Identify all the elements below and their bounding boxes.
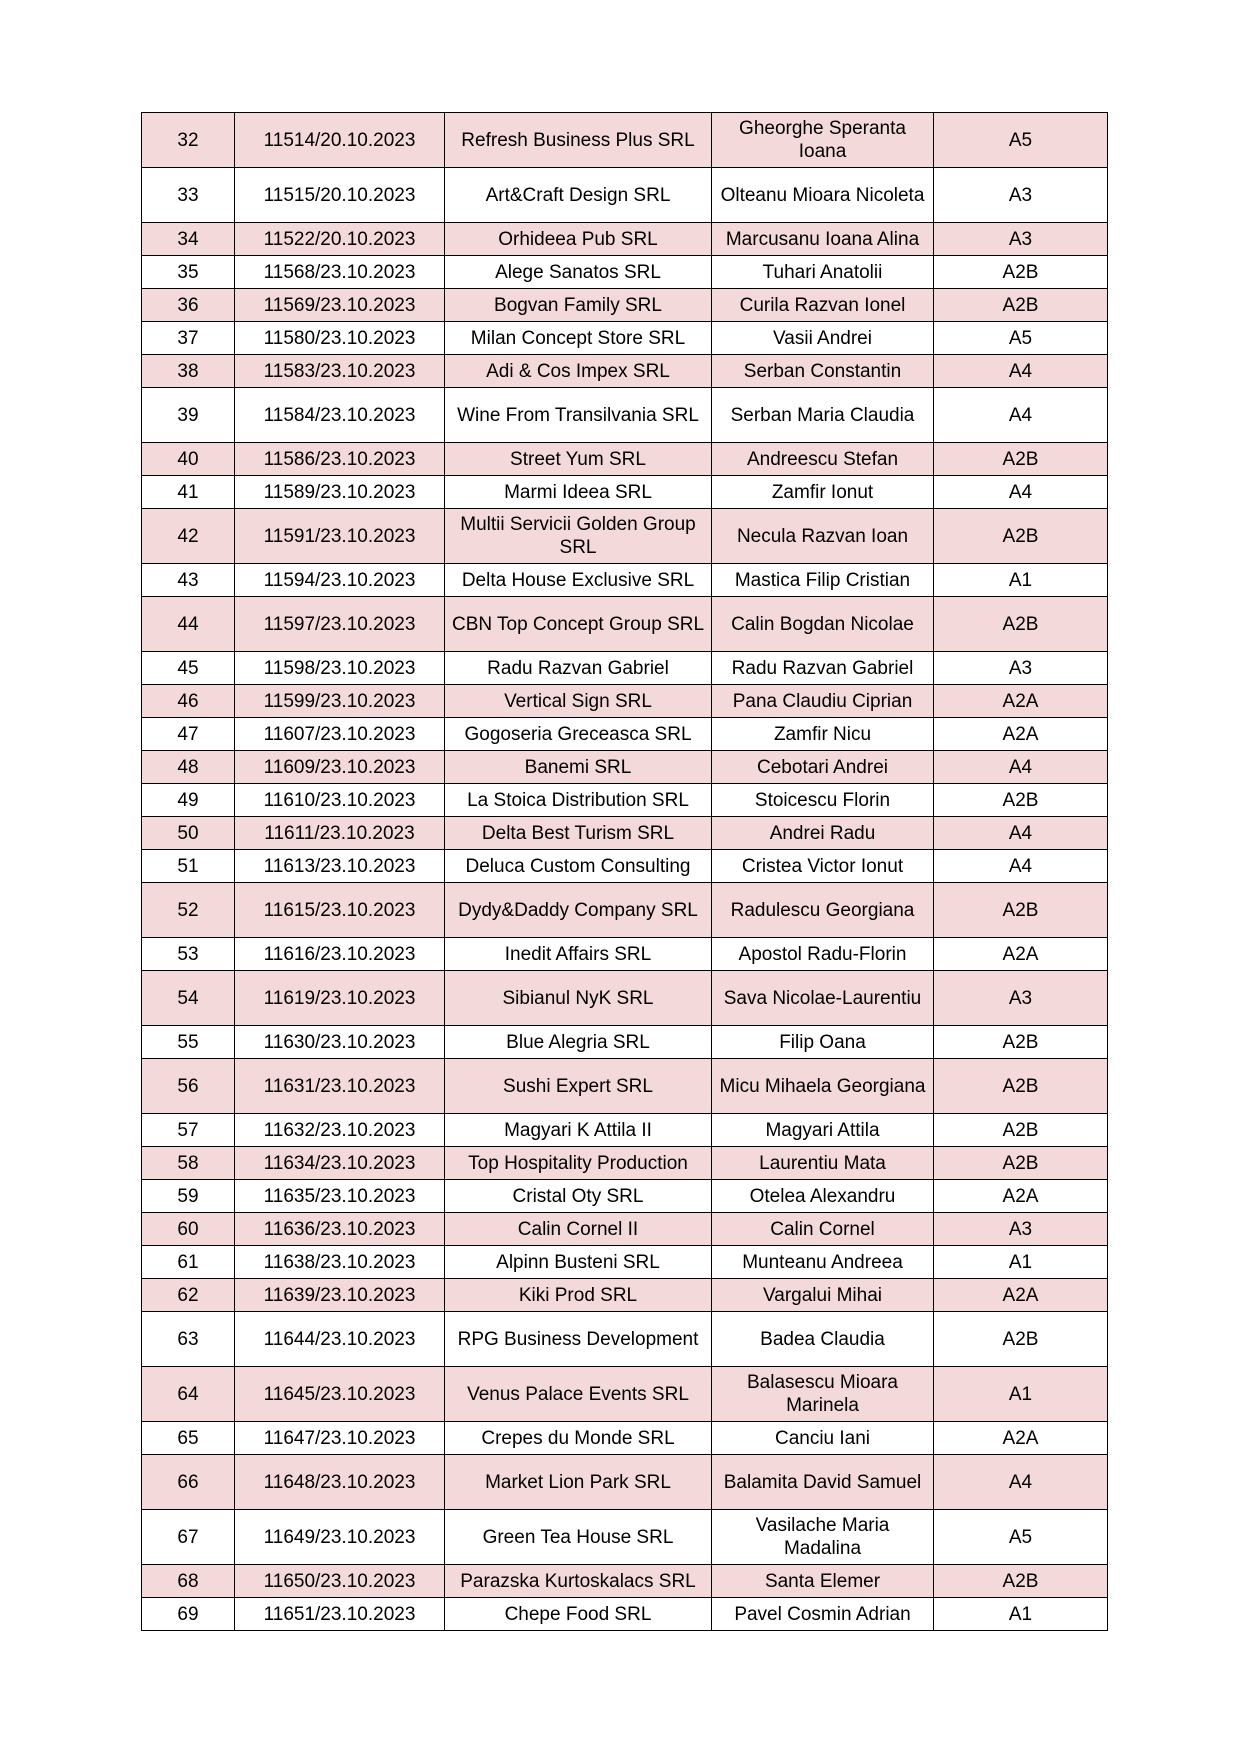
row-number-cell: 51	[142, 850, 235, 883]
company-name-cell: Bogvan Family SRL	[445, 289, 712, 322]
person-name-cell: Cristea Victor Ionut	[712, 850, 934, 883]
person-name-cell: Pana Claudiu Ciprian	[712, 685, 934, 718]
class-code-cell: A3	[934, 971, 1108, 1026]
registration-number-cell: 11569/23.10.2023	[235, 289, 445, 322]
person-name-cell: Otelea Alexandru	[712, 1180, 934, 1213]
registration-number-cell: 11645/23.10.2023	[235, 1367, 445, 1422]
person-name-cell: Laurentiu Mata	[712, 1147, 934, 1180]
company-name-cell: Milan Concept Store SRL	[445, 322, 712, 355]
company-name-cell: Gogoseria Greceasca SRL	[445, 718, 712, 751]
row-number-cell: 62	[142, 1279, 235, 1312]
row-number-cell: 52	[142, 883, 235, 938]
person-name-cell: Vasilache Maria Madalina	[712, 1510, 934, 1565]
registration-number-cell: 11515/20.10.2023	[235, 168, 445, 223]
company-name-cell: Cristal Oty SRL	[445, 1180, 712, 1213]
company-name-cell: Multii Servicii Golden Group SRL	[445, 509, 712, 564]
table-row	[142, 476, 1108, 509]
table-row	[142, 1213, 1108, 1246]
registration-number-cell: 11635/23.10.2023	[235, 1180, 445, 1213]
registration-number-cell: 11632/23.10.2023	[235, 1114, 445, 1147]
class-code-cell: A1	[934, 1598, 1108, 1631]
row-number-cell: 32	[142, 113, 235, 168]
row-number-cell: 44	[142, 597, 235, 652]
table-body	[142, 113, 1108, 1631]
class-code-cell: A3	[934, 652, 1108, 685]
table-row	[142, 1246, 1108, 1279]
company-name-cell: Alpinn Busteni SRL	[445, 1246, 712, 1279]
class-code-cell: A2B	[934, 443, 1108, 476]
class-code-cell: A2A	[934, 1279, 1108, 1312]
person-name-cell: Mastica Filip Cristian	[712, 564, 934, 597]
table-row	[142, 718, 1108, 751]
table-row	[142, 509, 1108, 564]
registration-number-cell: 11610/23.10.2023	[235, 784, 445, 817]
company-name-cell: Parazska Kurtoskalacs SRL	[445, 1565, 712, 1598]
registration-number-cell: 11609/23.10.2023	[235, 751, 445, 784]
person-name-cell: Andreescu Stefan	[712, 443, 934, 476]
table-row	[142, 289, 1108, 322]
class-code-cell: A2A	[934, 718, 1108, 751]
table-row	[142, 388, 1108, 443]
row-number-cell: 59	[142, 1180, 235, 1213]
registration-number-cell: 11631/23.10.2023	[235, 1059, 445, 1114]
person-name-cell: Canciu Iani	[712, 1422, 934, 1455]
row-number-cell: 55	[142, 1026, 235, 1059]
row-number-cell: 48	[142, 751, 235, 784]
class-code-cell: A2B	[934, 784, 1108, 817]
row-number-cell: 41	[142, 476, 235, 509]
row-number-cell: 40	[142, 443, 235, 476]
table-row	[142, 1455, 1108, 1510]
company-name-cell: Venus Palace Events SRL	[445, 1367, 712, 1422]
person-name-cell: Serban Constantin	[712, 355, 934, 388]
person-name-cell: Balasescu Mioara Marinela	[712, 1367, 934, 1422]
row-number-cell: 49	[142, 784, 235, 817]
table-row	[142, 1312, 1108, 1367]
row-number-cell: 43	[142, 564, 235, 597]
table-row	[142, 1114, 1108, 1147]
person-name-cell: Zamfir Nicu	[712, 718, 934, 751]
registration-number-cell: 11630/23.10.2023	[235, 1026, 445, 1059]
table-row	[142, 1510, 1108, 1565]
person-name-cell: Pavel Cosmin Adrian	[712, 1598, 934, 1631]
class-code-cell: A3	[934, 1213, 1108, 1246]
table-row	[142, 1598, 1108, 1631]
row-number-cell: 38	[142, 355, 235, 388]
registration-number-cell: 11591/23.10.2023	[235, 509, 445, 564]
row-number-cell: 67	[142, 1510, 235, 1565]
company-name-cell: CBN Top Concept Group SRL	[445, 597, 712, 652]
row-number-cell: 50	[142, 817, 235, 850]
class-code-cell: A2B	[934, 509, 1108, 564]
row-number-cell: 54	[142, 971, 235, 1026]
table-row	[142, 355, 1108, 388]
person-name-cell: Radu Razvan Gabriel	[712, 652, 934, 685]
row-number-cell: 69	[142, 1598, 235, 1631]
class-code-cell: A4	[934, 1455, 1108, 1510]
class-code-cell: A4	[934, 817, 1108, 850]
table-row	[142, 564, 1108, 597]
class-code-cell: A1	[934, 564, 1108, 597]
class-code-cell: A1	[934, 1367, 1108, 1422]
person-name-cell: Calin Bogdan Nicolae	[712, 597, 934, 652]
company-name-cell: Marmi Ideea SRL	[445, 476, 712, 509]
table-row	[142, 817, 1108, 850]
class-code-cell: A2A	[934, 685, 1108, 718]
registration-number-cell: 11599/23.10.2023	[235, 685, 445, 718]
person-name-cell: Filip Oana	[712, 1026, 934, 1059]
person-name-cell: Santa Elemer	[712, 1565, 934, 1598]
company-name-cell: Calin Cornel II	[445, 1213, 712, 1246]
registration-number-cell: 11638/23.10.2023	[235, 1246, 445, 1279]
row-number-cell: 63	[142, 1312, 235, 1367]
company-name-cell: Market Lion Park SRL	[445, 1455, 712, 1510]
company-name-cell: Refresh Business Plus SRL	[445, 113, 712, 168]
table-row	[142, 443, 1108, 476]
registration-number-cell: 11634/23.10.2023	[235, 1147, 445, 1180]
row-number-cell: 53	[142, 938, 235, 971]
registration-number-cell: 11613/23.10.2023	[235, 850, 445, 883]
person-name-cell: Necula Razvan Ioan	[712, 509, 934, 564]
table-row	[142, 597, 1108, 652]
company-name-cell: Inedit Affairs SRL	[445, 938, 712, 971]
person-name-cell: Magyari Attila	[712, 1114, 934, 1147]
class-code-cell: A2B	[934, 597, 1108, 652]
class-code-cell: A2B	[934, 883, 1108, 938]
class-code-cell: A2B	[934, 1114, 1108, 1147]
registration-number-cell: 11644/23.10.2023	[235, 1312, 445, 1367]
class-code-cell: A3	[934, 168, 1108, 223]
company-name-cell: RPG Business Development	[445, 1312, 712, 1367]
class-code-cell: A2B	[934, 1565, 1108, 1598]
person-name-cell: Andrei Radu	[712, 817, 934, 850]
company-name-cell: Chepe Food SRL	[445, 1598, 712, 1631]
person-name-cell: Badea Claudia	[712, 1312, 934, 1367]
row-number-cell: 68	[142, 1565, 235, 1598]
table-row	[142, 751, 1108, 784]
registration-table	[141, 112, 1108, 1631]
row-number-cell: 34	[142, 223, 235, 256]
row-number-cell: 64	[142, 1367, 235, 1422]
person-name-cell: Munteanu Andreea	[712, 1246, 934, 1279]
company-name-cell: Wine From Transilvania SRL	[445, 388, 712, 443]
company-name-cell: Kiki Prod SRL	[445, 1279, 712, 1312]
person-name-cell: Calin Cornel	[712, 1213, 934, 1246]
table-row	[142, 1367, 1108, 1422]
company-name-cell: Sibianul NyK SRL	[445, 971, 712, 1026]
table-row	[142, 971, 1108, 1026]
row-number-cell: 45	[142, 652, 235, 685]
registration-number-cell: 11589/23.10.2023	[235, 476, 445, 509]
class-code-cell: A2B	[934, 1147, 1108, 1180]
registration-number-cell: 11580/23.10.2023	[235, 322, 445, 355]
registration-number-cell: 11651/23.10.2023	[235, 1598, 445, 1631]
registration-number-cell: 11636/23.10.2023	[235, 1213, 445, 1246]
class-code-cell: A2B	[934, 1026, 1108, 1059]
registration-number-cell: 11611/23.10.2023	[235, 817, 445, 850]
registration-number-cell: 11615/23.10.2023	[235, 883, 445, 938]
row-number-cell: 57	[142, 1114, 235, 1147]
registration-number-cell: 11649/23.10.2023	[235, 1510, 445, 1565]
class-code-cell: A2A	[934, 1422, 1108, 1455]
row-number-cell: 61	[142, 1246, 235, 1279]
company-name-cell: La Stoica Distribution SRL	[445, 784, 712, 817]
person-name-cell: Vargalui Mihai	[712, 1279, 934, 1312]
class-code-cell: A1	[934, 1246, 1108, 1279]
person-name-cell: Apostol Radu-Florin	[712, 938, 934, 971]
table-row	[142, 168, 1108, 223]
company-name-cell: Radu Razvan Gabriel	[445, 652, 712, 685]
registration-number-cell: 11514/20.10.2023	[235, 113, 445, 168]
company-name-cell: Delta Best Turism SRL	[445, 817, 712, 850]
company-name-cell: Green Tea House SRL	[445, 1510, 712, 1565]
person-name-cell: Sava Nicolae-Laurentiu	[712, 971, 934, 1026]
company-name-cell: Sushi Expert SRL	[445, 1059, 712, 1114]
table-row	[142, 1279, 1108, 1312]
registration-number-cell: 11522/20.10.2023	[235, 223, 445, 256]
registration-number-cell: 11584/23.10.2023	[235, 388, 445, 443]
registration-number-cell: 11568/23.10.2023	[235, 256, 445, 289]
row-number-cell: 60	[142, 1213, 235, 1246]
registration-number-cell: 11619/23.10.2023	[235, 971, 445, 1026]
class-code-cell: A2B	[934, 256, 1108, 289]
table-row	[142, 1565, 1108, 1598]
person-name-cell: Tuhari Anatolii	[712, 256, 934, 289]
table-row	[142, 784, 1108, 817]
table-row	[142, 883, 1108, 938]
class-code-cell: A5	[934, 1510, 1108, 1565]
class-code-cell: A4	[934, 850, 1108, 883]
person-name-cell: Radulescu Georgiana	[712, 883, 934, 938]
company-name-cell: Dydy&Daddy Company SRL	[445, 883, 712, 938]
table-row	[142, 1180, 1108, 1213]
class-code-cell: A4	[934, 388, 1108, 443]
company-name-cell: Deluca Custom Consulting	[445, 850, 712, 883]
table-row	[142, 938, 1108, 971]
row-number-cell: 37	[142, 322, 235, 355]
registration-number-cell: 11616/23.10.2023	[235, 938, 445, 971]
row-number-cell: 65	[142, 1422, 235, 1455]
person-name-cell: Micu Mihaela Georgiana	[712, 1059, 934, 1114]
registration-number-cell: 11583/23.10.2023	[235, 355, 445, 388]
person-name-cell: Vasii Andrei	[712, 322, 934, 355]
person-name-cell: Balamita David Samuel	[712, 1455, 934, 1510]
registration-number-cell: 11607/23.10.2023	[235, 718, 445, 751]
row-number-cell: 42	[142, 509, 235, 564]
company-name-cell: Crepes du Monde SRL	[445, 1422, 712, 1455]
company-name-cell: Blue Alegria SRL	[445, 1026, 712, 1059]
person-name-cell: Curila Razvan Ionel	[712, 289, 934, 322]
class-code-cell: A3	[934, 223, 1108, 256]
class-code-cell: A5	[934, 322, 1108, 355]
company-name-cell: Top Hospitality Production	[445, 1147, 712, 1180]
row-number-cell: 47	[142, 718, 235, 751]
registration-number-cell: 11648/23.10.2023	[235, 1455, 445, 1510]
registration-number-cell: 11597/23.10.2023	[235, 597, 445, 652]
class-code-cell: A4	[934, 355, 1108, 388]
table-row	[142, 652, 1108, 685]
row-number-cell: 33	[142, 168, 235, 223]
table-row	[142, 113, 1108, 168]
registration-number-cell: 11639/23.10.2023	[235, 1279, 445, 1312]
row-number-cell: 56	[142, 1059, 235, 1114]
company-name-cell: Adi & Cos Impex SRL	[445, 355, 712, 388]
row-number-cell: 66	[142, 1455, 235, 1510]
row-number-cell: 36	[142, 289, 235, 322]
registration-number-cell: 11594/23.10.2023	[235, 564, 445, 597]
class-code-cell: A2A	[934, 1180, 1108, 1213]
person-name-cell: Serban Maria Claudia	[712, 388, 934, 443]
table-row	[142, 850, 1108, 883]
registration-number-cell: 11586/23.10.2023	[235, 443, 445, 476]
row-number-cell: 46	[142, 685, 235, 718]
person-name-cell: Zamfir Ionut	[712, 476, 934, 509]
class-code-cell: A2B	[934, 289, 1108, 322]
class-code-cell: A5	[934, 113, 1108, 168]
person-name-cell: Olteanu Mioara Nicoleta	[712, 168, 934, 223]
company-name-cell: Art&Craft Design SRL	[445, 168, 712, 223]
company-name-cell: Magyari K Attila II	[445, 1114, 712, 1147]
registration-number-cell: 11598/23.10.2023	[235, 652, 445, 685]
company-name-cell: Delta House Exclusive SRL	[445, 564, 712, 597]
row-number-cell: 58	[142, 1147, 235, 1180]
row-number-cell: 39	[142, 388, 235, 443]
class-code-cell: A2B	[934, 1312, 1108, 1367]
class-code-cell: A4	[934, 476, 1108, 509]
table-row	[142, 322, 1108, 355]
person-name-cell: Gheorghe Speranta Ioana	[712, 113, 934, 168]
class-code-cell: A4	[934, 751, 1108, 784]
person-name-cell: Cebotari Andrei	[712, 751, 934, 784]
company-name-cell: Banemi SRL	[445, 751, 712, 784]
class-code-cell: A2B	[934, 1059, 1108, 1114]
company-name-cell: Vertical Sign SRL	[445, 685, 712, 718]
row-number-cell: 35	[142, 256, 235, 289]
table-row	[142, 1422, 1108, 1455]
company-name-cell: Alege Sanatos SRL	[445, 256, 712, 289]
class-code-cell: A2A	[934, 938, 1108, 971]
person-name-cell: Marcusanu Ioana Alina	[712, 223, 934, 256]
table-row	[142, 1147, 1108, 1180]
table-row	[142, 1026, 1108, 1059]
company-name-cell: Street Yum SRL	[445, 443, 712, 476]
table-row	[142, 223, 1108, 256]
table-row	[142, 685, 1108, 718]
table-row	[142, 1059, 1108, 1114]
person-name-cell: Stoicescu Florin	[712, 784, 934, 817]
registration-number-cell: 11647/23.10.2023	[235, 1422, 445, 1455]
table-row	[142, 256, 1108, 289]
registration-number-cell: 11650/23.10.2023	[235, 1565, 445, 1598]
company-name-cell: Orhideea Pub SRL	[445, 223, 712, 256]
